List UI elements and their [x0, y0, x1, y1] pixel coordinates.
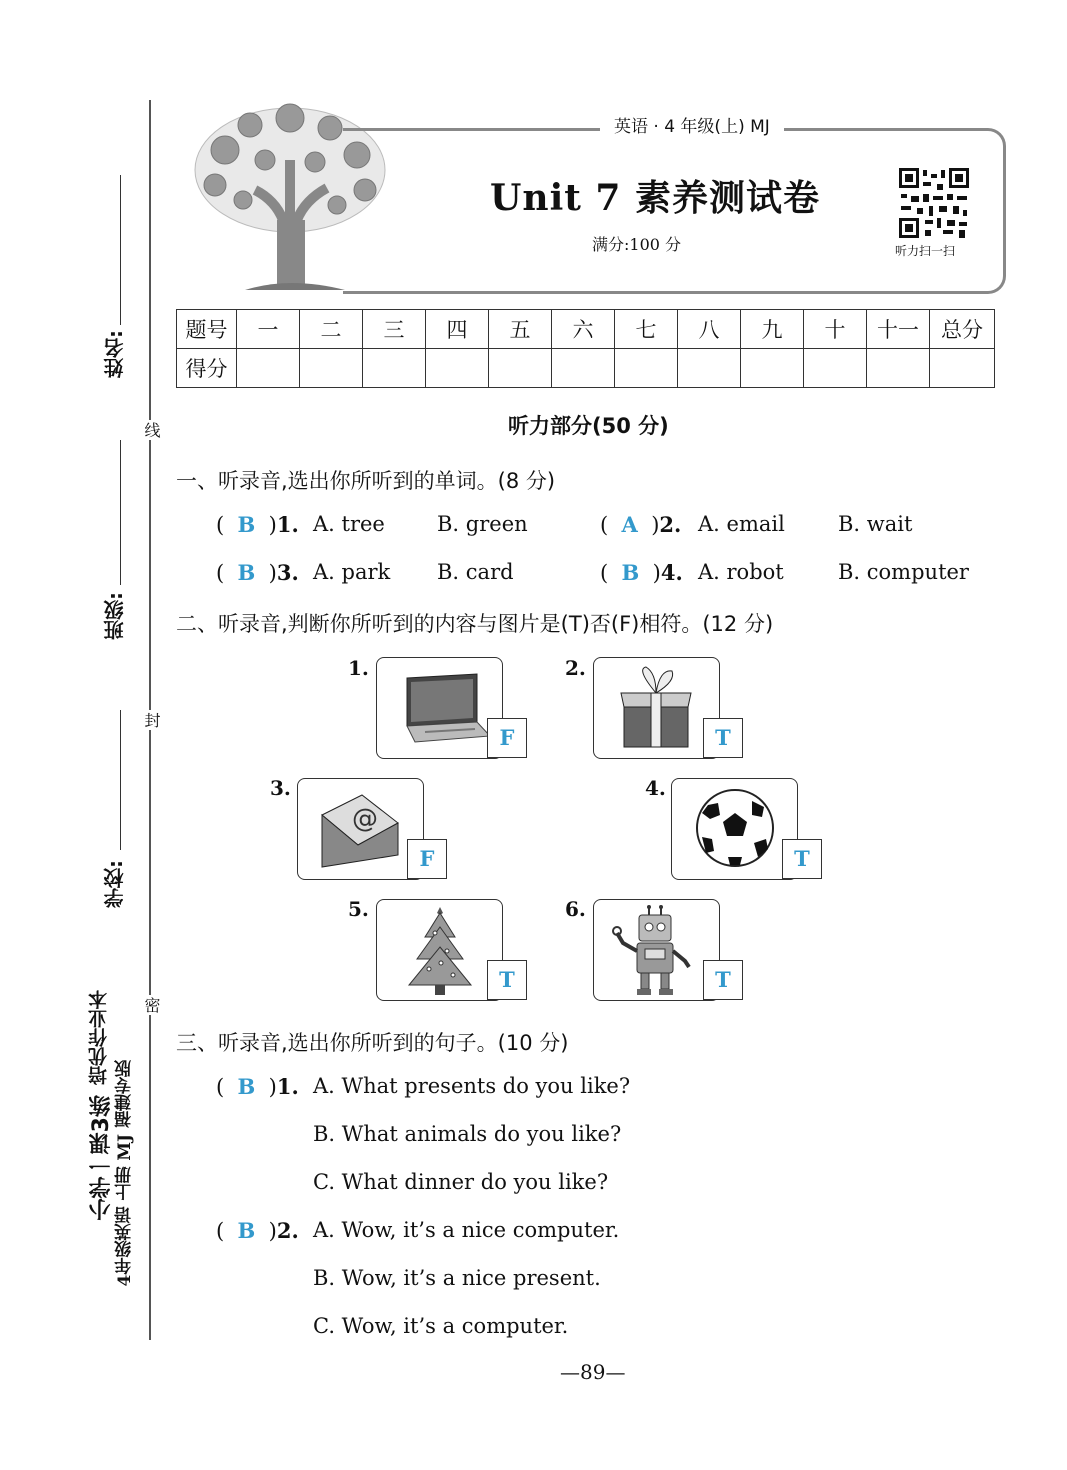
- book-edition: 4年级英语 上册 MJ 福建专版: [115, 1060, 135, 1287]
- answer-mark: B: [237, 512, 256, 537]
- section1-item-1: ( B )1.: [216, 512, 299, 537]
- full-score: 满分:100 分: [592, 235, 682, 254]
- subject-line: 英语 · 4 年级(上) MJ: [600, 112, 784, 137]
- option-a: A. park: [313, 560, 391, 584]
- score-cell[interactable]: [300, 349, 363, 388]
- option-a: A. Wow, it’s a nice computer.: [313, 1218, 620, 1242]
- score-cell[interactable]: [426, 349, 489, 388]
- binding-mark-seal: 封: [142, 712, 161, 728]
- football-icon: [692, 785, 778, 871]
- item-number: 1.: [276, 512, 299, 537]
- section2-title: 二、听录音,判断你所听到的内容与图片是(T)否(F)相符。(12 分): [176, 612, 774, 636]
- section1-title: 一、听录音,选出你所听到的单词。(8 分): [176, 469, 556, 493]
- answer-box: F: [407, 839, 447, 879]
- answer-mark: B: [621, 560, 640, 585]
- option-b: B. What animals do you like?: [313, 1122, 622, 1146]
- table-header-cell: 题号: [177, 310, 237, 349]
- name-label: 姓名:: [103, 330, 127, 378]
- option-a: A. robot: [698, 560, 784, 584]
- score-row-label: 得分: [177, 349, 237, 388]
- score-cell[interactable]: [741, 349, 804, 388]
- option-c: C. Wow, it’s a computer.: [313, 1314, 569, 1338]
- section1-item-3: ( B )3.: [216, 560, 299, 585]
- section1-item-4: ( B )4.: [600, 560, 683, 585]
- table-header-cell: 十: [804, 310, 867, 349]
- table-header-cell: 七: [615, 310, 678, 349]
- svg-text:@: @: [352, 804, 378, 834]
- page-number: —89—: [560, 1360, 626, 1384]
- answer-mark: A: [621, 512, 638, 537]
- picture-card: [376, 899, 503, 1001]
- section3-item-1: ( B )1.: [216, 1074, 299, 1099]
- answer-box: T: [703, 718, 743, 758]
- table-header-cell: 六: [552, 310, 615, 349]
- option-b: B. green: [437, 512, 528, 536]
- table-header-cell: 五: [489, 310, 552, 349]
- email-envelope-icon: [308, 785, 408, 875]
- score-cell[interactable]: [678, 349, 741, 388]
- picture-card: [297, 778, 424, 880]
- table-header-cell: 八: [678, 310, 741, 349]
- score-cell[interactable]: [615, 349, 678, 388]
- picture-number: 5.: [348, 897, 369, 921]
- option-b: B. wait: [838, 512, 913, 536]
- table-header-cell: 三: [363, 310, 426, 349]
- page-title: Unit 7 素养测试卷: [490, 177, 820, 219]
- picture-number: 1.: [348, 656, 369, 680]
- score-cell[interactable]: [237, 349, 300, 388]
- header-rule-left: [380, 128, 620, 131]
- score-table-header-row: [177, 310, 995, 349]
- score-cell[interactable]: [804, 349, 867, 388]
- picture-number: 2.: [565, 656, 586, 680]
- class-blank: [120, 440, 121, 585]
- school-blank: [120, 710, 121, 850]
- option-c: C. What dinner do you like?: [313, 1170, 609, 1194]
- score-table-score-row: [177, 349, 995, 388]
- table-header-cell: 九: [741, 310, 804, 349]
- score-cell[interactable]: [363, 349, 426, 388]
- section3-title: 三、听录音,选出你所听到的句子。(10 分): [176, 1031, 569, 1055]
- score-cell[interactable]: [867, 349, 930, 388]
- table-header-cell: 一: [237, 310, 300, 349]
- answer-box: T: [782, 839, 822, 879]
- robot-icon: [609, 903, 699, 998]
- qr-code-icon: [897, 166, 971, 240]
- score-table: [176, 309, 995, 388]
- item-number: 2.: [276, 1218, 299, 1243]
- option-a: A. What presents do you like?: [313, 1074, 631, 1098]
- class-label: 班级:: [103, 592, 127, 640]
- option-b: B. computer: [838, 560, 969, 584]
- binding-mark-line: 线: [142, 422, 161, 438]
- table-header-cell: 二: [300, 310, 363, 349]
- picture-card: [376, 657, 503, 759]
- table-header-cell: 十一: [867, 310, 930, 349]
- picture-card: [593, 657, 720, 759]
- item-number: 2.: [659, 512, 682, 537]
- picture-number: 6.: [565, 897, 586, 921]
- picture-number: 4.: [645, 776, 666, 800]
- picture-card: [671, 778, 798, 880]
- score-cell[interactable]: [552, 349, 615, 388]
- picture-card: [593, 899, 720, 1001]
- table-header-cell: 四: [426, 310, 489, 349]
- section3-item-2: ( B )2.: [216, 1218, 299, 1243]
- book-series: 培优作业本: [88, 990, 110, 1085]
- option-b: B. card: [437, 560, 514, 584]
- name-blank: [120, 175, 121, 325]
- option-a: A. tree: [313, 512, 385, 536]
- score-cell[interactable]: [489, 349, 552, 388]
- christmas-tree-icon: [405, 903, 475, 998]
- answer-mark: B: [237, 560, 256, 585]
- qr-caption: 听力扫一扫: [895, 244, 956, 258]
- item-number: 3.: [276, 560, 299, 585]
- answer-mark: B: [237, 1218, 256, 1243]
- answer-box: F: [487, 718, 527, 758]
- school-label: 学校:: [103, 860, 127, 908]
- item-number: 4.: [660, 560, 683, 585]
- laptop-icon: [385, 664, 495, 754]
- option-b: B. Wow, it’s a nice present.: [313, 1266, 601, 1290]
- option-a: A. email: [698, 512, 785, 536]
- gift-icon: [616, 663, 696, 753]
- binding-mark-secret: 密: [142, 997, 161, 1013]
- picture-number: 3.: [270, 776, 291, 800]
- item-number: 1.: [276, 1074, 299, 1099]
- table-header-cell: 总分: [930, 310, 995, 349]
- section1-item-2: ( A )2.: [600, 512, 682, 537]
- score-cell[interactable]: [930, 349, 995, 388]
- answer-box: T: [703, 960, 743, 1000]
- answer-mark: B: [237, 1074, 256, 1099]
- answer-box: T: [487, 960, 527, 1000]
- book-name: 小学一课3练: [89, 1095, 114, 1221]
- listening-title: 听力部分(50 分): [508, 414, 669, 438]
